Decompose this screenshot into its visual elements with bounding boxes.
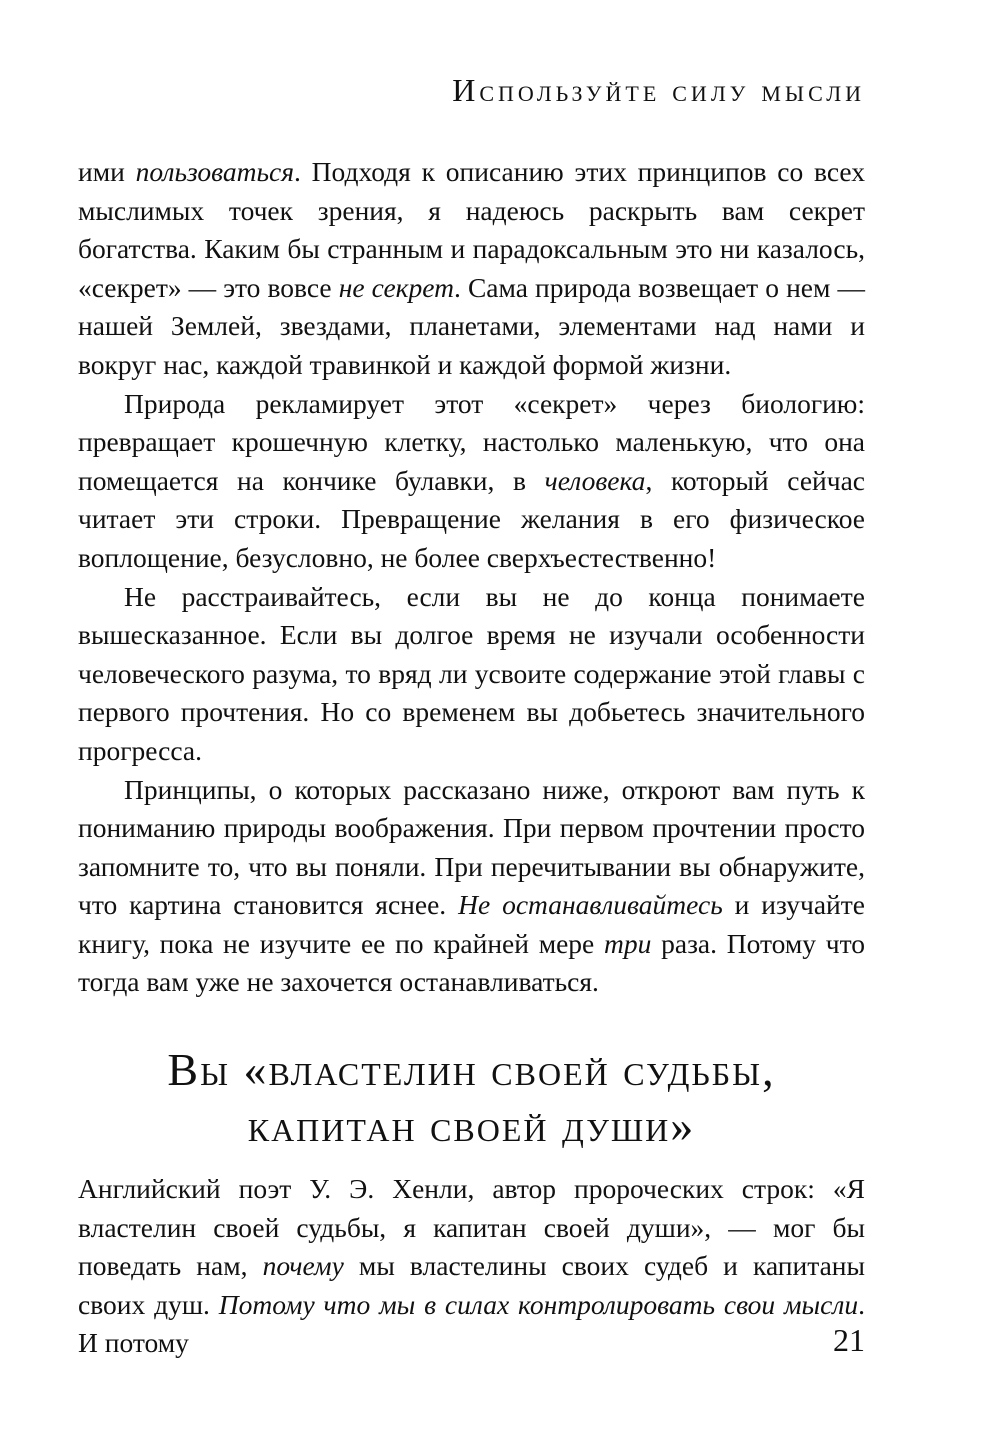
paragraph-1: [78, 153, 865, 385]
text-run: раза. Потому что тогда вам уже не захочется останавливаться.: [78, 927, 865, 998]
text-run: , который сейчас читает эти строки. Превращение желания в его физическое воплощение, безусловно, не более сверхъестественно!: [78, 464, 865, 573]
emphasis: не секрет: [338, 271, 454, 303]
paragraph-2: [78, 385, 865, 578]
section-heading: [78, 1042, 865, 1154]
heading-line-2: капитан своей души»: [247, 1100, 696, 1151]
emphasis: Не останавливайтесь: [458, 889, 723, 921]
heading-line-1: Вы «властелин своей судьбы,: [167, 1044, 776, 1095]
text-run: . Подходя к описанию этих принципов со всех мыслимых точек зрения, я надеюсь раскрыть вам секрет богатства. Каким бы странным и парадоксальным это ни казалось, «секрет» — это вовсе: [78, 156, 865, 303]
text-run: . Сама природа возвещает о нем — нашей Землей, звездами, планетами, элементами над нами и вокруг нас, каждой травинкой и каждой формой жизни.: [78, 271, 865, 380]
emphasis: пользоваться: [135, 156, 294, 187]
page-number: 21: [833, 1322, 865, 1358]
emphasis: почему: [262, 1250, 344, 1282]
text-run: . И потому: [78, 1288, 866, 1359]
paragraph-3: Не расстраивайтесь, если вы не до конца понимаете вышесказанное. Если вы долгое время не изучали особенности человеческого разума, то вряд ли усвоите содержание этой главы с первого прочтения. Но со временем вы добьетесь значительного прогресса.: [78, 580, 865, 766]
text-run: Принципы, о которых рассказано ниже, откроют вам путь к пониманию природы воображения. При первом прочтении просто запомните то, что вы поняли. При перечитывании вы обнаружите, что картина становится яснее.: [78, 773, 865, 921]
body-section-two: [78, 1170, 865, 1363]
emphasis: Потому что мы в силах контролировать свои мысли: [218, 1288, 859, 1320]
paragraph-5: [78, 1170, 865, 1363]
text-run: и изучайте книгу, пока не изучите ее по крайней мере: [78, 889, 865, 959]
text-run: Природа рекламирует этот «секрет» через биологию: превращает крошечную клетку, настолько маленькую, что она помещается на кончике булавки, в: [78, 387, 865, 496]
text-run: Английский поэт У. Э. Хенли, автор пророческих строк: «Я властелин своей судьбы, я капитан своей души», — мог бы поведать нам,: [78, 1173, 865, 1282]
emphasis: три: [604, 927, 652, 959]
text-run: ими: [78, 156, 136, 187]
running-head: Используйте силу мысли: [452, 72, 865, 108]
body-section-one: [78, 153, 865, 1002]
emphasis: человека: [544, 464, 646, 496]
paragraph-4: [78, 771, 865, 1003]
text-run: мы властелины своих судеб и капитаны своих душ.: [78, 1250, 865, 1320]
